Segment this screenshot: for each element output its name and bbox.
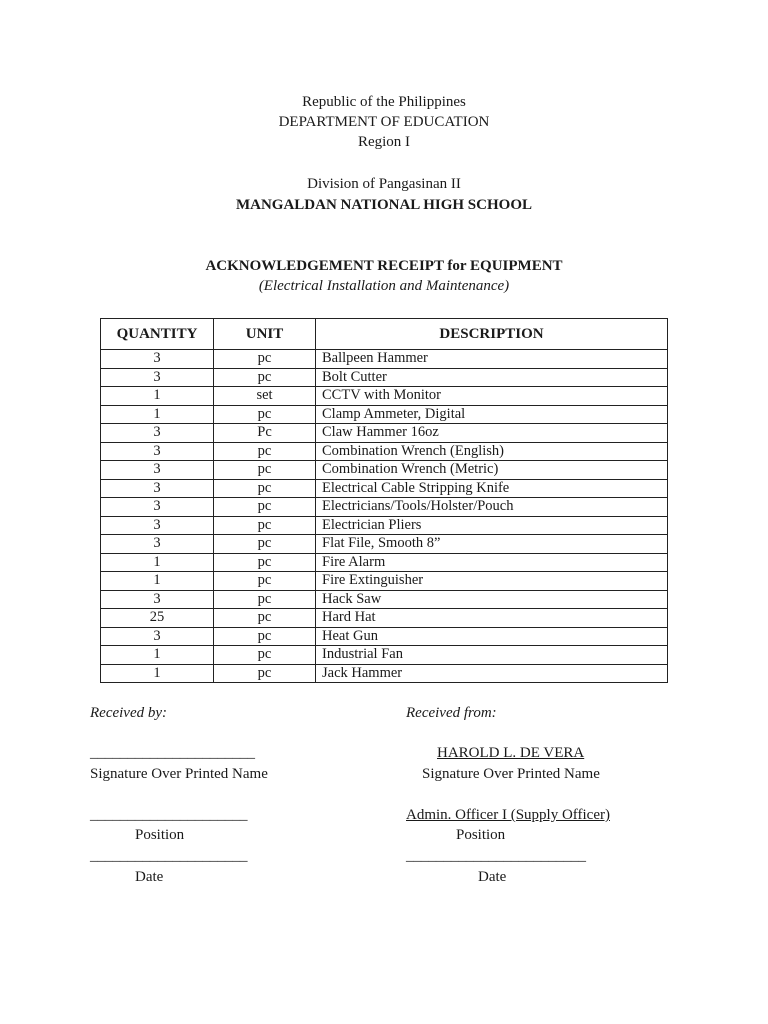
received-from-label: Received from: xyxy=(406,705,497,721)
quantity-cell: 3 xyxy=(101,627,214,646)
header-department: DEPARTMENT OF EDUCATION xyxy=(278,114,490,130)
description-cell: Electrical Cable Stripping Knife xyxy=(316,479,668,498)
unit-cell: pc xyxy=(214,646,316,665)
header-region: Region I xyxy=(357,134,411,150)
unit-cell: pc xyxy=(214,627,316,646)
received-from-date-caption: Date xyxy=(478,869,507,885)
description-cell: Heat Gun xyxy=(316,627,668,646)
quantity-cell: 3 xyxy=(101,516,214,535)
received-by-date-caption: Date xyxy=(135,869,164,885)
received-by-position-line: _____________________ xyxy=(90,807,248,823)
received-from-signature-caption: Signature Over Printed Name xyxy=(422,766,600,782)
unit-cell: pc xyxy=(214,479,316,498)
description-cell: Ballpeen Hammer xyxy=(316,350,668,369)
description-cell: Bolt Cutter xyxy=(316,368,668,387)
unit-cell: pc xyxy=(214,516,316,535)
quantity-cell: 3 xyxy=(101,461,214,480)
description-cell: Hard Hat xyxy=(316,609,668,628)
table-header-row xyxy=(101,319,668,350)
unit-cell: pc xyxy=(214,350,316,369)
received-by-signature-caption: Signature Over Printed Name xyxy=(90,766,268,782)
equipment-table xyxy=(100,318,668,683)
column-header-unit: UNIT xyxy=(214,319,316,350)
table-row xyxy=(101,609,668,628)
unit-cell: pc xyxy=(214,498,316,517)
quantity-cell: 3 xyxy=(101,479,214,498)
receipt-title: ACKNOWLEDGEMENT RECEIPT for EQUIPMENT xyxy=(205,258,563,274)
unit-cell: pc xyxy=(214,572,316,591)
unit-cell: set xyxy=(214,387,316,406)
quantity-cell: 3 xyxy=(101,368,214,387)
received-from-date-line: ________________________ xyxy=(406,848,586,864)
description-cell: Claw Hammer 16oz xyxy=(316,424,668,443)
quantity-cell: 3 xyxy=(101,442,214,461)
table-row xyxy=(101,590,668,609)
table-row xyxy=(101,572,668,591)
quantity-cell: 1 xyxy=(101,572,214,591)
quantity-cell: 1 xyxy=(101,405,214,424)
description-cell: Electrician Pliers xyxy=(316,516,668,535)
quantity-cell: 3 xyxy=(101,590,214,609)
table-row xyxy=(101,535,668,554)
table-row xyxy=(101,553,668,572)
school-name: MANGALDAN NATIONAL HIGH SCHOOL xyxy=(235,197,532,213)
table-row xyxy=(101,368,668,387)
header-republic: Republic of the Philippines xyxy=(302,94,466,110)
received-by-signature-line: ______________________ xyxy=(90,745,255,761)
table-row xyxy=(101,461,668,480)
received-from-name: HAROLD L. DE VERA xyxy=(437,745,585,761)
description-cell: Jack Hammer xyxy=(316,664,668,683)
table-row xyxy=(101,664,668,683)
quantity-cell: 3 xyxy=(101,498,214,517)
received-by-date-line: _____________________ xyxy=(90,848,248,864)
table-row xyxy=(101,350,668,369)
table-row xyxy=(101,387,668,406)
table-row xyxy=(101,646,668,665)
description-cell: Fire Extinguisher xyxy=(316,572,668,591)
description-cell: Combination Wrench (English) xyxy=(316,442,668,461)
table-row xyxy=(101,516,668,535)
unit-cell: pc xyxy=(214,553,316,572)
received-from-position: Admin. Officer I (Supply Officer) xyxy=(406,807,610,823)
unit-cell: Pc xyxy=(214,424,316,443)
quantity-cell: 3 xyxy=(101,535,214,554)
description-cell: Hack Saw xyxy=(316,590,668,609)
description-cell: Flat File, Smooth 8” xyxy=(316,535,668,554)
quantity-cell: 25 xyxy=(101,609,214,628)
table-row xyxy=(101,479,668,498)
description-cell: Industrial Fan xyxy=(316,646,668,665)
unit-cell: pc xyxy=(214,664,316,683)
unit-cell: pc xyxy=(214,442,316,461)
column-header-quantity: QUANTITY xyxy=(101,319,214,350)
column-header-description: DESCRIPTION xyxy=(316,319,668,350)
equipment-table-body xyxy=(101,350,668,683)
quantity-cell: 1 xyxy=(101,646,214,665)
unit-cell: pc xyxy=(214,535,316,554)
description-cell: Electricians/Tools/Holster/Pouch xyxy=(316,498,668,517)
description-cell: CCTV with Monitor xyxy=(316,387,668,406)
description-cell: Combination Wrench (Metric) xyxy=(316,461,668,480)
received-by-label: Received by: xyxy=(90,705,168,721)
quantity-cell: 1 xyxy=(101,664,214,683)
table-row xyxy=(101,498,668,517)
description-cell: Fire Alarm xyxy=(316,553,668,572)
unit-cell: pc xyxy=(214,461,316,480)
description-cell: Clamp Ammeter, Digital xyxy=(316,405,668,424)
received-by-position-caption: Position xyxy=(135,827,185,843)
table-row xyxy=(101,405,668,424)
received-from-position-caption: Position xyxy=(456,827,506,843)
header-division: Division of Pangasinan II xyxy=(307,176,461,192)
receipt-subtitle: (Electrical Installation and Maintenance) xyxy=(258,278,510,294)
quantity-cell: 3 xyxy=(101,350,214,369)
unit-cell: pc xyxy=(214,405,316,424)
unit-cell: pc xyxy=(214,609,316,628)
table-row xyxy=(101,424,668,443)
quantity-cell: 1 xyxy=(101,387,214,406)
unit-cell: pc xyxy=(214,368,316,387)
unit-cell: pc xyxy=(214,590,316,609)
quantity-cell: 1 xyxy=(101,553,214,572)
table-row xyxy=(101,442,668,461)
table-row xyxy=(101,627,668,646)
quantity-cell: 3 xyxy=(101,424,214,443)
